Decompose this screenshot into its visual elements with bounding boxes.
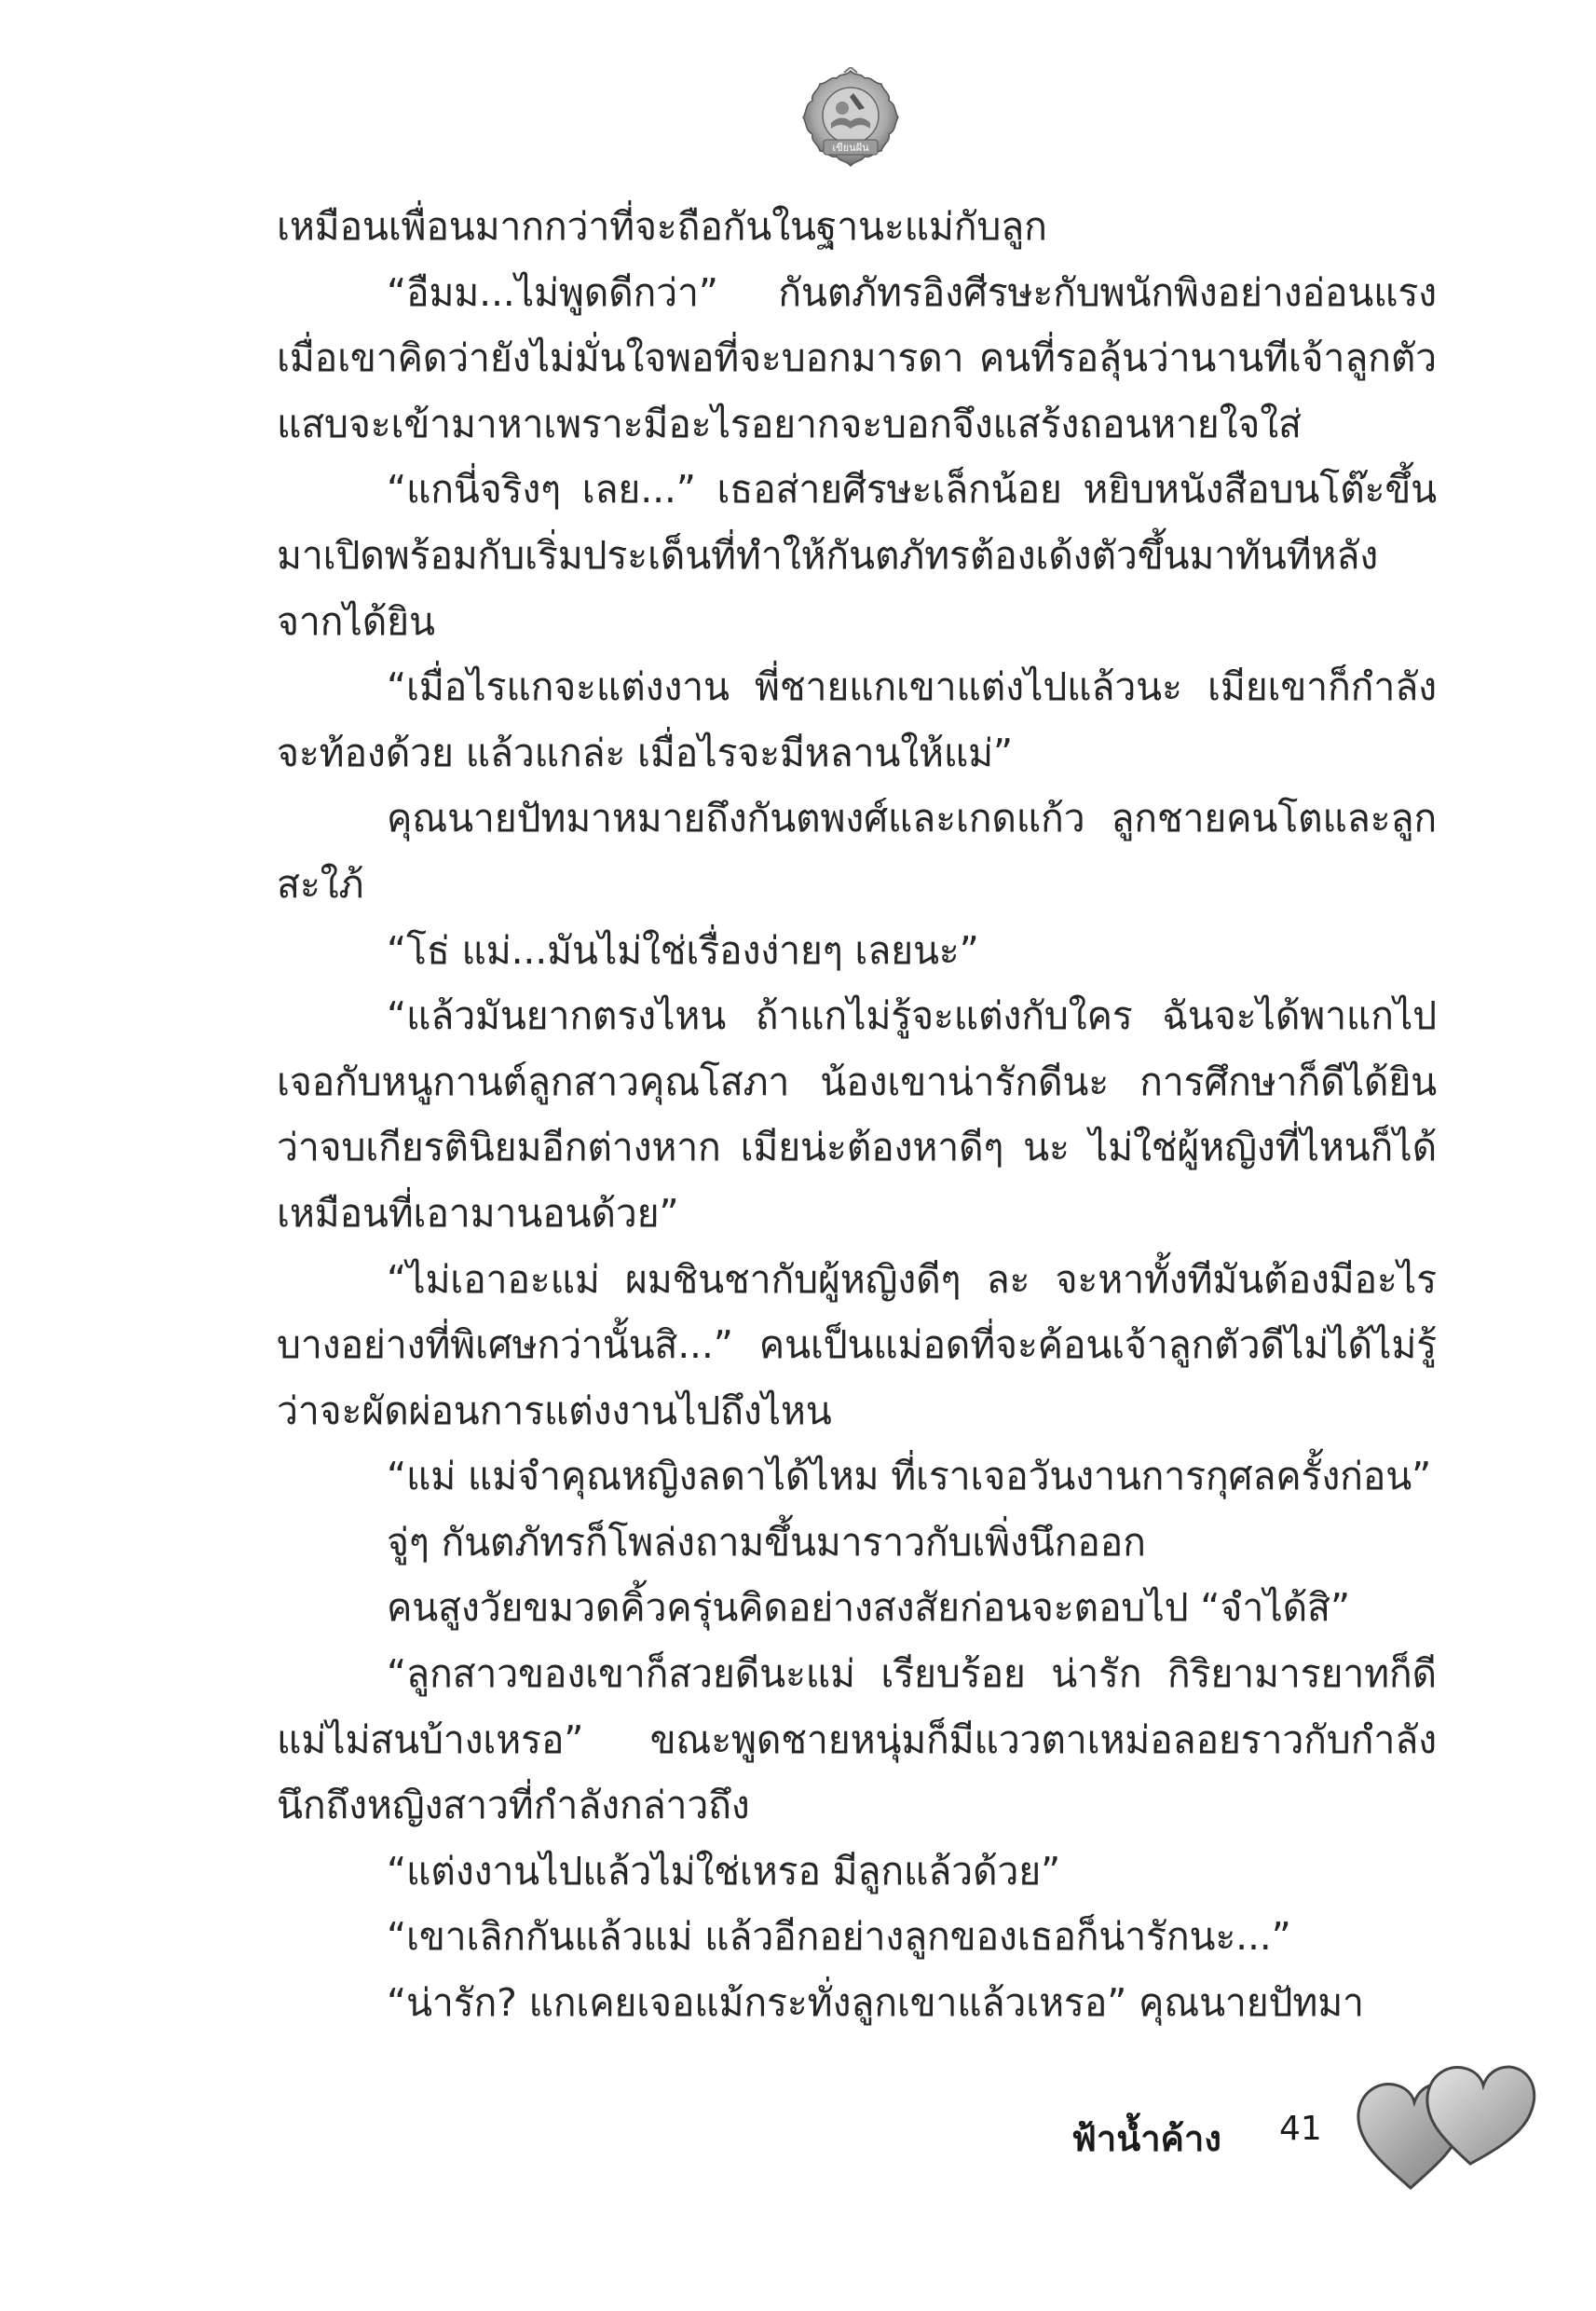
paragraph: “โธ่ แม่...มันไม่ใช่เรื่องง่ายๆ เลยนะ” <box>387 927 979 973</box>
svg-text:เขียนฝัน: เขียนฝัน <box>832 142 869 154</box>
paragraph: จู่ๆ กันตภัทรก็โพล่งถามขึ้นมาราวกับเพิ่งนึกออก <box>387 1519 1146 1565</box>
paragraph: “ไม่เอาอะแม่ ผมชินชากับผู้หญิงดีๆ ละ จะหาทั้งทีมันต้องมีอะไรบางอย่างที่พิเศษกว่านั้นสิ...” คนเป็นแม่อดที่จะค้อนเจ้าลูกตัวดีไม่ได้ไม่รู้ว่าจะผัดผ่อนการแต่งงานไปถึงไหน <box>277 1256 1437 1433</box>
paragraph: “แม่ แม่จำคุณหญิงลดาได้ไหม ที่เราเจอวันงานการกุศลครั้งก่อน” <box>387 1454 1432 1499</box>
paragraph: “เมื่อไรแกจะแต่งงาน พี่ชายแกเขาแต่งไปแล้วนะ เมียเขาก็กำลังจะท้องด้วย แล้วแกล่ะ เมื่อไรจะมีหลานให้แม่” <box>277 664 1437 775</box>
paragraph: “แต่งงานไปแล้วไม่ใช่เหรอ มีลูกแล้วด้วย” <box>387 1848 1061 1894</box>
paragraph: เหมือนเพื่อนมากกว่าที่จะถือกันในฐานะแม่กับลูก <box>277 204 1047 249</box>
ornamental-book-logo-icon <box>799 67 902 170</box>
body-text <box>277 194 1437 2036</box>
paragraph: “น่ารัก? แกเคยเจอแม้กระทั่งลูกเขาแล้วเหรอ” คุณนายปัทมา <box>387 1980 1364 2026</box>
paragraph: “เขาเลิกกันแล้วแม่ แล้วอีกอย่างลูกของเธอก็น่ารักนะ...” <box>387 1914 1291 1960</box>
paragraph: “แกนี่จริงๆ เลย...” เธอส่ายศีรษะเล็กน้อย หยิบหนังสือบนโต๊ะขึ้นมาเปิดพร้อมกับเริ่มประเด็นที่ทำให้กันตภัทรต้องเด้งตัวขึ้นมาทันทีหลังจากได้ยิน <box>277 467 1437 644</box>
page-number: 41 <box>1279 2110 1322 2148</box>
paragraph: “อืมม...ไม่พูดดีกว่า” กันตภัทรอิงศีรษะกับพนักพิงอย่างอ่อนแรง เมื่อเขาคิดว่ายังไม่มั่นใจพอที่จะบอกมารดา คนที่รอลุ้นว่านานทีเจ้าลูกตัวแสบจะเข้ามาหาเพราะมีอะไรอยากจะบอกจึงแสร้งถอนหายใจใส่ <box>277 269 1437 446</box>
book-title: ฟ้าน้ำค้าง <box>1071 2118 1221 2159</box>
paragraph: “แล้วมันยากตรงไหน ถ้าแกไม่รู้จะแต่งกับใคร ฉันจะได้พาแกไปเจอกับหนูกานต์ลูกสาวคุณโสภา น้องเขาน่ารักดีนะ การศึกษาก็ดีได้ยินว่าจบเกียรตินิยมอีกต่างหาก เมียน่ะต้องหาดีๆ นะ ไม่ใช่ผู้หญิงที่ไหนก็ได้เหมือนที่เอามานอนด้วย” <box>277 993 1437 1236</box>
paragraph: คนสูงวัยขมวดคิ้วครุ่นคิดอย่างสงสัยก่อนจะตอบไป “จำได้สิ” <box>387 1585 1350 1631</box>
two-hearts-icon <box>1353 2031 1539 2199</box>
paragraph: คุณนายปัทมาหมายถึงกันตพงศ์และเกดแก้ว ลูกชายคนโตและลูกสะใภ้ <box>277 796 1437 907</box>
paragraph: “ลูกสาวของเขาก็สวยดีนะแม่ เรียบร้อย น่ารัก กิริยามารยาทก็ดีแม่ไม่สนบ้างเหรอ” ขณะพูดชายหนุ่มก็มีแววตาเหม่อลอยราวกับกำลังนึกถึงหญิงสาวที่กำลังกล่าวถึง <box>277 1651 1437 1828</box>
